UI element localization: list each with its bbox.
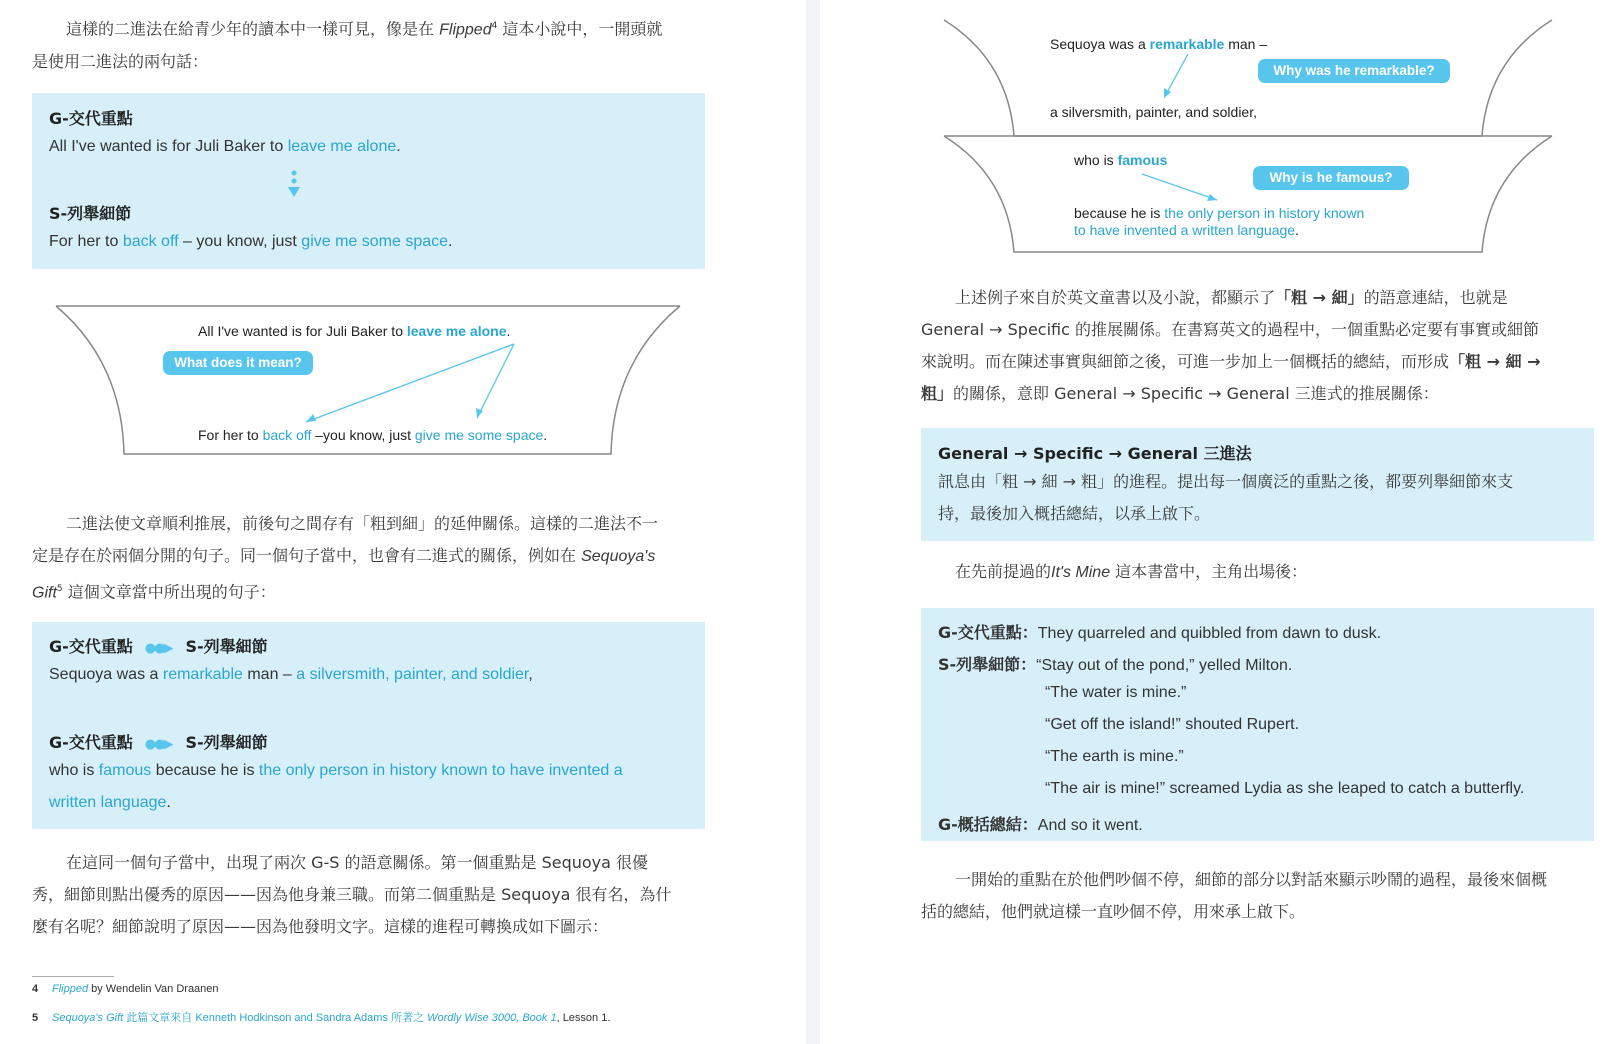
intro-paragraph: 這樣的二進法在給青少年的讀本中一樣可見，像是在 Flipped$^4$ 這本小說中，一開頭就 是使用二進法的兩句話： — [32, 19, 663, 72]
gs-row-2-sentence: who is famous because he is the only person in history known to have invented a — [49, 762, 623, 779]
box4-detail-3: “Get off the island!” shouted Rupert. — [1045, 716, 1300, 733]
book-title-flipped: Flipped — [439, 21, 492, 39]
paragraph-gs-relations: 在這同一個句子當中，出現了兩次 G-S 的語意關係。第一個重點是 Sequoya 很優 秀，細節則點出優秀的原因——因為他身兼三職。而第二個重點是 Sequoya 很有名，為什 麼有名呢？細節說明了原因——因為他發明文字。這樣的進程可轉換成如下圖示： — [32, 853, 672, 936]
right-page — [820, 0, 1618, 1044]
diagram2-mid-sentence: who is famous — [1074, 152, 1168, 168]
diagram2-bottom-sentence: because he is the only person in history known to have invented a written language. — [1074, 205, 1365, 238]
footnote-5: 5 Sequoya's Gift 此篇文章來自 Kenneth Hodkinson and Sandra Adams 所著之 Wordly Wise 3000, Book 1, Lesson 1. — [32, 1012, 611, 1024]
diagram-flipped — [52, 302, 684, 462]
dots-arrow-icon: ●●▶ — [144, 737, 172, 752]
diagram2-top-sentence: Sequoya was a remarkable man – — [1050, 36, 1268, 52]
box4-g2-line: G-概括總結：And so it went. — [938, 815, 1143, 834]
paragraph-its-mine: 在先前提過的It's Mine 這本書當中，主角出場後： — [955, 562, 1308, 581]
diagram-bottom-sentence: For her to back off –you know, just give me some space. — [198, 427, 548, 443]
g-sentence: All I've wanted is for Juli Baker to leave me alone. — [49, 138, 401, 155]
paragraph-summary: 一開始的重點在於他們吵個不停，細節的部分以對話來顯示吵鬧的過程，最後來個概 括的總結，他們就這樣一直吵個不停，用來承上啟下。 — [921, 870, 1548, 921]
s-sentence: For her to back off – you know, just give me some space. — [49, 233, 453, 250]
box4-detail-5: “The air is mine!” screamed Lydia as she leaped to catch a butterfly. — [1045, 780, 1525, 797]
footnote-4: 4 Flipped by Wendelin Van Draanen — [32, 983, 219, 995]
gs-row-1-sentence: Sequoya was a remarkable man – a silversmith, painter, and soldier, — [49, 666, 533, 683]
gs-row-1-labels: G-交代重點 ●●▶ S-列舉細節 — [49, 637, 268, 656]
paragraph-general-specific: 上述例子來自於英文童書以及小說，都顯示了「粗 → 細」的語意連結，也就是 General → Specific 的推展關係。在書寫英文的過程中，一個重點必定要有事實或細節 來說明。而在陳述事實與細節之後，可進一步加上一個概括的總結，而形成「粗 → 細 → 粗」的關係，意即 General → Specific → General 三進式的推展關係： — [921, 288, 1541, 403]
footnote-divider — [32, 976, 114, 977]
question-pill-famous: Why is he famous? — [1253, 166, 1409, 190]
g-title: G-交代重點 — [49, 109, 133, 128]
book-title-its-mine: It's Mine — [1051, 564, 1111, 581]
box4-g-line: G-交代重點：They quarreled and quibbled from dawn to dusk. — [938, 623, 1382, 642]
gs-row-2-labels: G-交代重點 ●●▶ S-列舉細節 — [49, 733, 268, 752]
diagram2-detail-1: a silversmith, painter, and soldier, — [1050, 104, 1257, 120]
example-box-flipped — [32, 93, 705, 269]
dots-arrow-icon: ●●▶ — [144, 641, 172, 656]
question-pill-meaning: What does it mean? — [163, 351, 313, 375]
s-title: S-列舉細節 — [49, 204, 132, 223]
diagram-sequoya — [942, 16, 1582, 256]
box4-detail-2: “The water is mine.” — [1045, 684, 1187, 701]
example-box-sequoya — [32, 622, 705, 829]
left-page — [0, 0, 806, 1044]
diagram-top-sentence: All I've wanted is for Juli Baker to leave me alone. — [198, 323, 511, 339]
footnote-ref-5[interactable]: 5 — [56, 584, 63, 594]
box4-s-line: S-列舉細節：“Stay out of the pond,” yelled Milton. — [938, 655, 1293, 674]
question-pill-remarkable: Why was he remarkable? — [1258, 59, 1450, 83]
gs-row-2-sentence-cont: written language. — [49, 794, 171, 811]
footnote-ref-4[interactable]: 4 — [491, 21, 498, 31]
paragraph-two-step: 二進法使文章順利推展，前後句之間存有「粗到細」的延伸關係。這樣的二進法不一 定是存在於兩個分開的句子。同一個句子當中，也會有二進式的關係，例如在 Sequoya's Gift$^5$ 這個文章當中所出現的句子： — [32, 514, 659, 602]
box4-detail-4: “The earth is mine.” — [1045, 748, 1184, 765]
gsg-title: General → Specific → General 三進法 — [938, 444, 1252, 463]
gsg-description: 訊息由「粗 → 細 → 粗」的進程。提出每一個廣泛的重點之後，都要列舉細節來支 持，最後加入概括總結，以承上啟下。 — [938, 472, 1514, 523]
example-box-its-mine — [921, 608, 1594, 841]
book-title-sequoya: Sequoya's — [581, 548, 656, 565]
definition-box-gsg — [921, 428, 1594, 541]
